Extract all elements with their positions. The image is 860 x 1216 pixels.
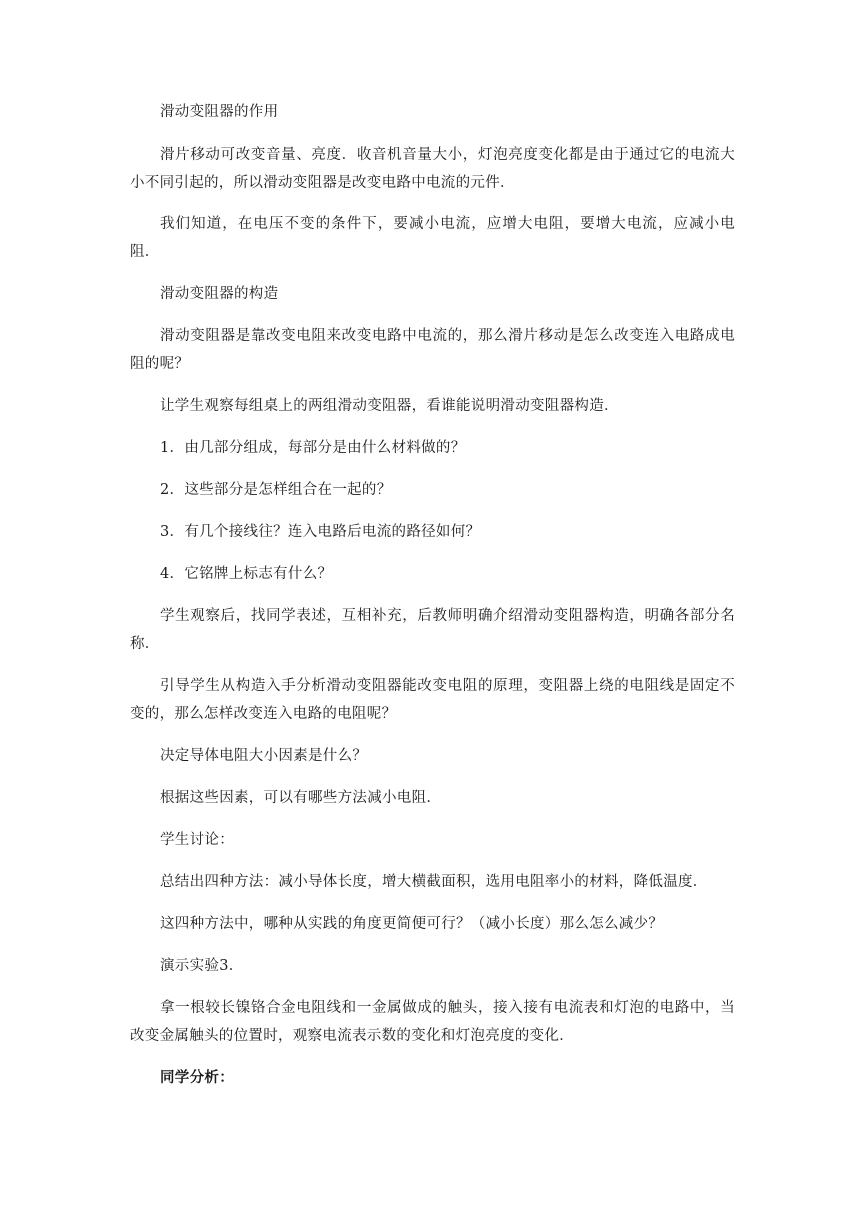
paragraph-guide-analysis: 引导学生从构造入手分析滑动变阻器能改变电阻的原理，变阻器上绕的电阻线是固定不变的，那么怎样改变连入电路的电阻呢？ <box>130 678 735 722</box>
question-item-1: 1．由几部分组成，每部分是由什么材料做的？ <box>160 440 466 456</box>
paragraph-student-discussion: 学生讨论： <box>160 832 234 848</box>
paragraph-voltage-condition: 我们知道，在电压不变的条件下，要减小电流，应增大电阻，要增大电流，应减小电阻． <box>130 216 735 260</box>
paragraph-practical-method: 这四种方法中，哪种从实践的角度更简便可行？（减小长度）那么怎么减少？ <box>160 916 664 932</box>
section-heading-structure: 滑动变阻器的构造 <box>160 286 279 302</box>
question-item-3: 3．有几个接线往？连入电路后电流的路径如何？ <box>160 524 481 540</box>
paragraph-resistance-factors: 决定导体电阻大小因素是什么？ <box>160 748 368 764</box>
paragraph-student-analysis: 同学分析： <box>160 1069 234 1086</box>
section-heading-function: 滑动变阻器的作用 <box>160 104 279 120</box>
question-item-4: 4．它铭牌上标志有什么？ <box>160 566 333 582</box>
paragraph-reduce-resistance: 根据这些因素，可以有哪些方法减小电阻． <box>160 790 442 806</box>
paragraph-experiment-description: 拿一根较长镍铬合金电阻线和一金属做成的触头，接入接有电流表和灯泡的电路中，当改变金属触头的位置时，观察电流表示数的变化和灯泡亮度的变化． <box>130 1000 735 1044</box>
document-body <box>130 98 735 1092</box>
question-item-2: 2．这些部分是怎样组合在一起的？ <box>160 482 392 498</box>
paragraph-demo-experiment: 演示实验3． <box>160 958 244 974</box>
paragraph-student-observation: 学生观察后，找同学表述，互相补充，后教师明确介绍滑动变阻器构造，明确各部分名称． <box>130 608 735 652</box>
paragraph-observe-instruction: 让学生观察每组桌上的两组滑动变阻器，看谁能说明滑动变阻器构造． <box>160 398 619 414</box>
paragraph-structure-question: 滑动变阻器是靠改变电阻来改变电路中电流的，那么滑片移动是怎么改变连入电路成电阻的呢？ <box>130 328 735 372</box>
paragraph-function-explanation: 滑片移动可改变音量、亮度．收音机音量大小，灯泡亮度变化都是由于通过它的电流大小不同引起的，所以滑动变阻器是改变电路中电流的元件． <box>130 147 735 191</box>
paragraph-four-methods: 总结出四种方法：减小导体长度，增大横截面积，选用电阻率小的材料，降低温度． <box>160 874 708 890</box>
